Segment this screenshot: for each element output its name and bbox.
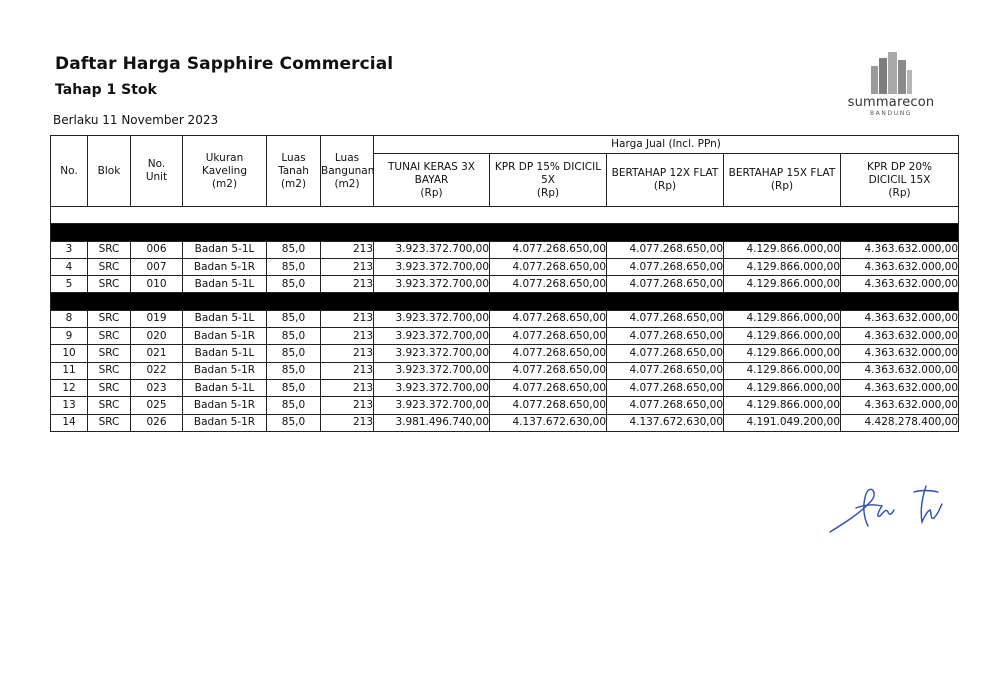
header-kpr20: KPR DP 20% DICICIL 15X (Rp) [841, 154, 959, 207]
header-kaveling: Ukuran Kaveling (m2) [183, 136, 267, 207]
table-row: 12 SRC 023 Badan 5-1L 85,0 213 3.923.372.700,00 4.077.268.650,00 4.077.268.650,00 4.129.866.000,00 4.363.632.000,00 [51, 379, 959, 396]
header-bertahap15: BERTAHAP 15X FLAT (Rp) [724, 154, 841, 207]
building-logo-icon [867, 52, 915, 94]
table-row: 4 SRC 007 Badan 5-1R 85,0 213 3.923.372.700,00 4.077.268.650,00 4.077.268.650,00 4.129.866.000,00 4.363.632.000,00 [51, 258, 959, 275]
table-row: 3 SRC 006 Badan 5-1L 85,0 213 3.923.372.700,00 4.077.268.650,00 4.077.268.650,00 4.129.866.000,00 4.363.632.000,00 [51, 241, 959, 258]
header-no: No. [51, 136, 88, 207]
header-blok: Blok [88, 136, 131, 207]
header-unit: No. Unit [131, 136, 183, 207]
redacted-rows [51, 224, 959, 241]
effective-date: Berlaku 11 November 2023 [53, 113, 219, 127]
header-tunai: TUNAI KERAS 3X BAYAR (Rp) [374, 154, 490, 207]
summarecon-logo [846, 52, 936, 117]
spacer-row [51, 207, 959, 224]
table-row: 13 SRC 025 Badan 5-1R 85,0 213 3.923.372.700,00 4.077.268.650,00 4.077.268.650,00 4.129.866.000,00 4.363.632.000,00 [51, 397, 959, 414]
table-row: 8 SRC 019 Badan 5-1L 85,0 213 3.923.372.700,00 4.077.268.650,00 4.077.268.650,00 4.129.866.000,00 4.363.632.000,00 [51, 310, 959, 327]
table-row: 11 SRC 022 Badan 5-1R 85,0 213 3.923.372.700,00 4.077.268.650,00 4.077.268.650,00 4.129.866.000,00 4.363.632.000,00 [51, 362, 959, 379]
header-harga-group: Harga Jual (Incl. PPn) [374, 136, 959, 154]
logo-name: summarecon [847, 95, 935, 110]
redacted-rows [51, 293, 959, 310]
header-bangunan: Luas Bangunan (m2) [321, 136, 374, 207]
page-title: Daftar Harga Sapphire Commercial [55, 54, 394, 74]
price-table [50, 135, 959, 432]
logo-city: BANDUNG [869, 110, 913, 117]
header-tanah: Luas Tanah (m2) [267, 136, 321, 207]
table-row: 14 SRC 026 Badan 5-1R 85,0 213 3.981.496.740,00 4.137.672.630,00 4.137.672.630,00 4.191.049.200,00 4.428.278.400,00 [51, 414, 959, 431]
table-row: 9 SRC 020 Badan 5-1R 85,0 213 3.923.372.700,00 4.077.268.650,00 4.077.268.650,00 4.129.866.000,00 4.363.632.000,00 [51, 328, 959, 345]
header-bertahap12: BERTAHAP 12X FLAT (Rp) [607, 154, 724, 207]
page-subtitle: Tahap 1 Stok [55, 82, 157, 98]
signature-image [826, 474, 956, 536]
header-kpr15: KPR DP 15% DICICIL 5X (Rp) [490, 154, 607, 207]
table-row: 10 SRC 021 Badan 5-1L 85,0 213 3.923.372.700,00 4.077.268.650,00 4.077.268.650,00 4.129.866.000,00 4.363.632.000,00 [51, 345, 959, 362]
table-row: 5 SRC 010 Badan 5-1L 85,0 213 3.923.372.700,00 4.077.268.650,00 4.077.268.650,00 4.129.866.000,00 4.363.632.000,00 [51, 276, 959, 293]
